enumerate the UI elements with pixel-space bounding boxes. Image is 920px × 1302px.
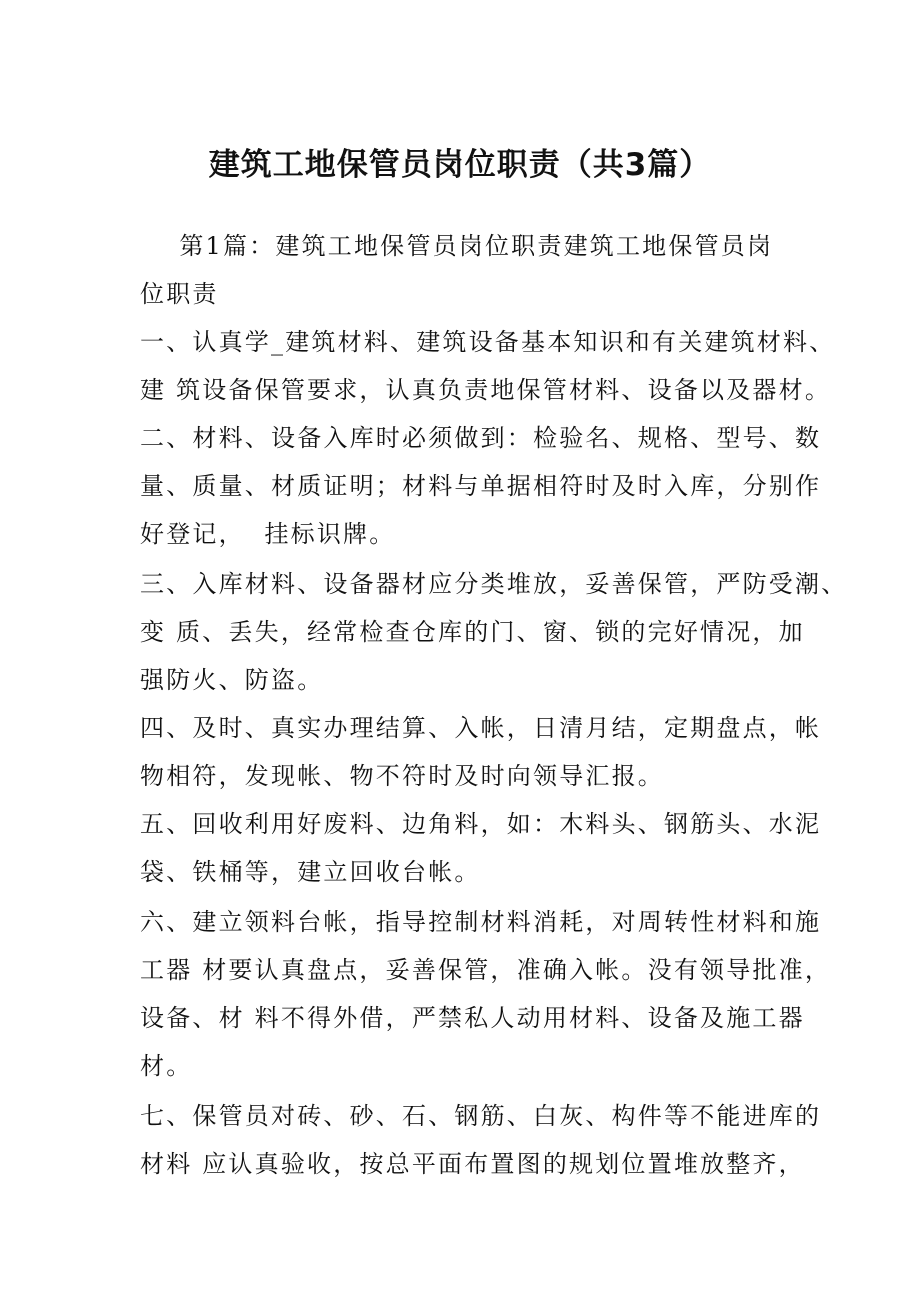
text-line: 第1篇：建筑工地保管员岗位职责建筑工地保管员岗 [140, 232, 774, 260]
document-title: 建筑工地保管员岗位职责（共3篇） [208, 147, 712, 183]
text-line: 袋、铁桶等，建立回收台帐。 [140, 858, 481, 886]
text-line: 二、材料、设备入库时必须做到：检验名、规格、型号、数 [140, 424, 822, 452]
text-line: 物相符，发现帐、物不符时及时向领导汇报。 [140, 762, 664, 790]
text-line: 变 质、丢失，经常检查仓库的门、窗、锁的完好情况，加 [140, 618, 805, 646]
text-line: 材。 [140, 1052, 193, 1080]
text-line: 七、保管员对砖、砂、石、钢筋、白灰、构件等不能进库的 [140, 1102, 822, 1130]
text-line: 工器 材要认真盘点，妥善保管，准确入帐。没有领导批准， [140, 956, 832, 984]
text-line: 三、入库材料、设备器材应分类堆放，妥善保管，严防受潮、 [140, 570, 848, 598]
text-line: 位职责 [140, 280, 219, 308]
text-line: 强防火、防盗。 [140, 666, 324, 694]
text-line: 五、回收利用好废料、边角料，如：木料头、钢筋头、水泥 [140, 810, 822, 838]
text-line: 好登记， 挂标识牌。 [140, 520, 396, 548]
text-line: 一、认真学_建筑材料、建筑设备基本知识和有关建筑材料、 [140, 328, 836, 356]
text-line: 材料 应认真验收，按总平面布置图的规划位置堆放整齐， [140, 1150, 805, 1178]
text-line: 量、质量、材质证明；材料与单据相符时及时入库，分别作 [140, 472, 822, 500]
text-line: 四、及时、真实办理结算、入帐，日清月结，定期盘点，帐 [140, 714, 822, 742]
text-line: 设备、材 料不得外借，严禁私人动用材料、设备及施工器 [140, 1004, 805, 1032]
text-line: 建 筑设备保管要求，认真负责地保管材料、设备以及器材。 [140, 376, 832, 404]
text-line: 六、建立领料台帐，指导控制材料消耗，对周转性材料和施 [140, 908, 822, 936]
